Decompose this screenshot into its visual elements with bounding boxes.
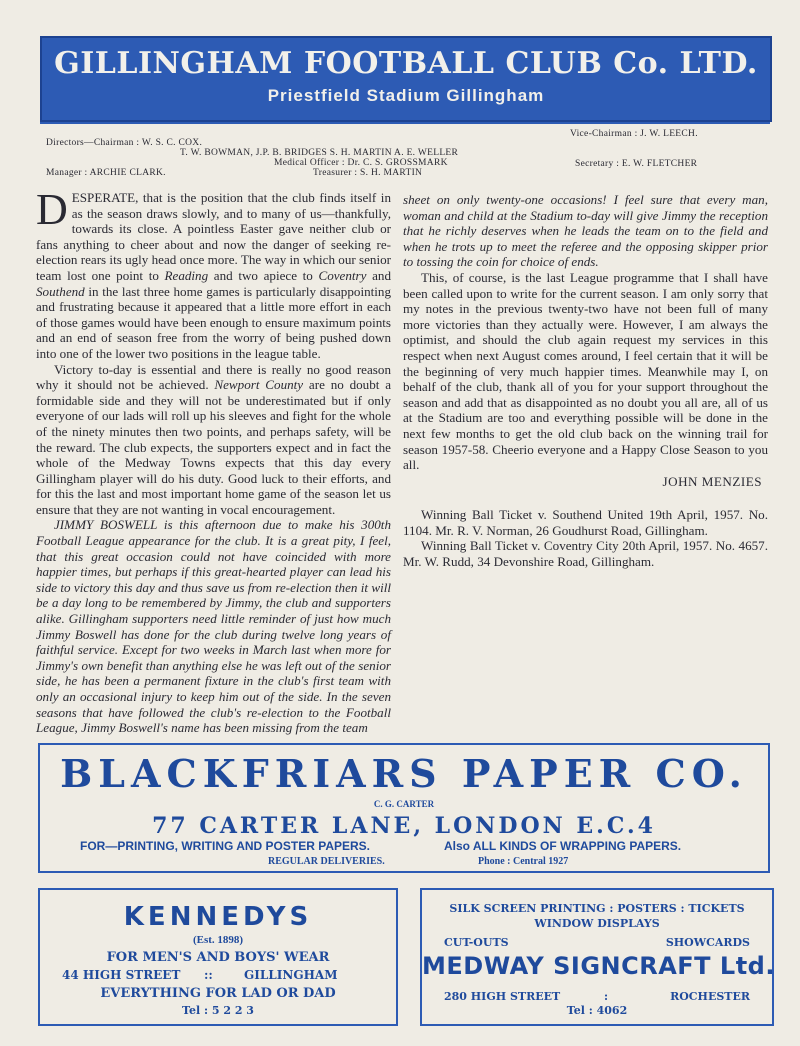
medway-address-sep: : xyxy=(604,990,609,1003)
article-paragraph-4: This, of course, is the last League programme that I shall have been called upon to write for the current season. I am only sorry that my notes in the previous twenty-two have not been full of many more victories than they actually were. However, I am always the optimist, and should the club again request my services in this respect when next August comes around, I feel certain that it will be the beginning of very much happier times. Meanwhile may I, on behalf of the club, thank all of you for your support throughout the season and add that as disappointed as no doubt you all are, all of us at the Stadium are too and everything possible will be done in the next few months to get the old club back on the winning trail for season 1957-58. Cheerio everyone and a Happy Close Season to you all. xyxy=(403,269,768,473)
winning-ticket-2: Winning Ball Ticket v. Coventry City 20th April, 1957. No. 4657. Mr. W. Rudd, 34 Devonshire Road, Gillingham. xyxy=(403,538,768,570)
kennedys-address-town: GILLINGHAM xyxy=(244,968,338,982)
author-signature: JOHN MENZIES xyxy=(662,473,762,489)
medway-title: MEDWAY SIGNCRAFT Ltd. xyxy=(422,952,775,980)
ad-blackfriars-paper xyxy=(38,743,770,873)
blackfriars-proprietor: C. G. CARTER xyxy=(373,799,435,809)
blackfriars-address: 77 CARTER LANE, LONDON E.C.4 xyxy=(152,813,656,839)
winning-ticket-1: Winning Ball Ticket v. Southend United 19th April, 1957. No. 1104. Mr. R. V. Norman, 26 Goudhurst Road, Gillingham. xyxy=(403,507,768,538)
article-paragraph-2: Victory to-day is essential and there is really no good reason why it should not be achieved. Newport County are no doubt a formidable side and they will not be underestimated but if only everyone of our lads will roll up his sleeves and fight for the whole of the ninety minutes then two points, and perhaps safety, will be the reward. The club expects, the supporters expect and in fact the whole of the Medway Towns expects that this day every Gillingham player will do his duty. Good luck to their efforts, and for this the last and most important home game of the season let us ensure that they are not wanting in vocal encouragement. xyxy=(36,361,392,517)
blackfriars-deliveries: REGULAR DELIVERIES. xyxy=(268,856,385,867)
article-paragraph-3-continued: sheet on only twenty-one occasions! I feel sure that every man, woman and child at the Stadium to-day will give Jimmy the reception that he richly deserves when he leads the team on to the field and when he trots up to meet the referee and the opposing skipper prior to tossing the coin for choice of ends. xyxy=(403,192,768,270)
medway-line2: WINDOW DISPLAYS xyxy=(534,917,660,930)
medway-showcards: SHOWCARDS xyxy=(665,936,750,949)
article-left-column xyxy=(36,185,392,736)
kennedys-address-sep: :: xyxy=(204,968,213,982)
directors-chairman: Directors—Chairman : W. S. C. COX. xyxy=(46,138,203,148)
medical-officer: Medical Officer : Dr. C. S. GROSSMARK xyxy=(274,158,448,168)
secretary: Secretary : E. W. FLETCHER xyxy=(575,159,698,169)
directors-list: T. W. BOWMAN, J.P. B. BRIDGES S. H. MARTIN A. E. WELLER xyxy=(180,148,459,158)
medway-cutouts: CUT-OUTS xyxy=(444,936,509,949)
article-right-column-content xyxy=(403,192,768,570)
kennedys-line1: FOR MEN'S AND BOYS' WEAR xyxy=(106,950,330,965)
manager: Manager : ARCHIE CLARK. xyxy=(46,168,166,178)
blackfriars-also: Also ALL KINDS OF WRAPPING PAPERS. xyxy=(444,839,682,853)
article-paragraph-1: DESPERATE, that is the position that the club finds itself in as the season draws slowly, and to many of us—thankfully, towards its close. A pointless Easter gave neither club or fans anything to cheer about and now the danger of seeking re-election rears its ugly head once more. The way in which our senior team lost one point to Reading and two apiece to Coventry and Southend in the last three home games is particularly disappointing and frustrating because it appeared that a little more effort in each of those games would have been enough to ensure maximum points and an end of season free from the worry of being pushed down into one of the lower two positions in the league table. xyxy=(36,185,392,361)
medway-line1: SILK SCREEN PRINTING : POSTERS : TICKETS xyxy=(449,902,745,915)
club-title: GILLINGHAM FOOTBALL CLUB Co. LTD. xyxy=(54,46,758,81)
kennedys-title: KENNEDYS xyxy=(123,902,313,932)
medway-address-town: ROCHESTER xyxy=(670,990,750,1003)
kennedys-est: (Est. 1898) xyxy=(192,934,244,946)
kennedys-tel: Tel : 5 2 2 3 xyxy=(182,1004,254,1017)
medway-tel: Tel : 4062 xyxy=(566,1004,628,1017)
stadium-subtitle: Priestfield Stadium Gillingham xyxy=(267,86,545,105)
vice-chairman: Vice-Chairman : J. W. LEECH. xyxy=(570,129,698,139)
blackfriars-phone: Phone : Central 1927 xyxy=(478,856,569,867)
ad-kennedys xyxy=(38,888,398,1026)
ad-medway-signcraft xyxy=(420,888,774,1026)
kennedys-line3: EVERYTHING FOR LAD OR DAD xyxy=(100,986,336,1001)
blackfriars-services: FOR—PRINTING, WRITING AND POSTER PAPERS. xyxy=(80,839,371,853)
medway-address-street: 280 HIGH STREET xyxy=(444,990,561,1003)
kennedys-address-street: 44 HIGH STREET xyxy=(62,968,181,982)
article-paragraph-3: JIMMY BOSWELL is this afternoon due to make his 300th Football League appearance for the club. It is a great pity, I feel, that this great occasion could not have coincided with more happier times, but perhaps if this great-hearted player can lead his side to victory this day and thus save us from re-election then it will be a day long to be remembered by Jimmy, the club and supporters alike. Gillingham supporters need little reminder of just how much Jimmy Boswell has done for the club during twelve long years of faithful service. Except for two weeks in March last when more for Jimmy's own benefit than anything else he was left out of the senior side, he has been a permanent fixture in the club's first team with only an occasional injury to keep him out of the side. In the seven seasons that have followed the club's re-election to the Football League, Jimmy Boswell's name has been missing from the team xyxy=(36,517,391,736)
drop-cap: D xyxy=(36,185,68,234)
blackfriars-title: BLACKFRIARS PAPER CO. xyxy=(60,751,748,796)
treasurer: Treasurer : S. H. MARTIN xyxy=(313,168,423,178)
